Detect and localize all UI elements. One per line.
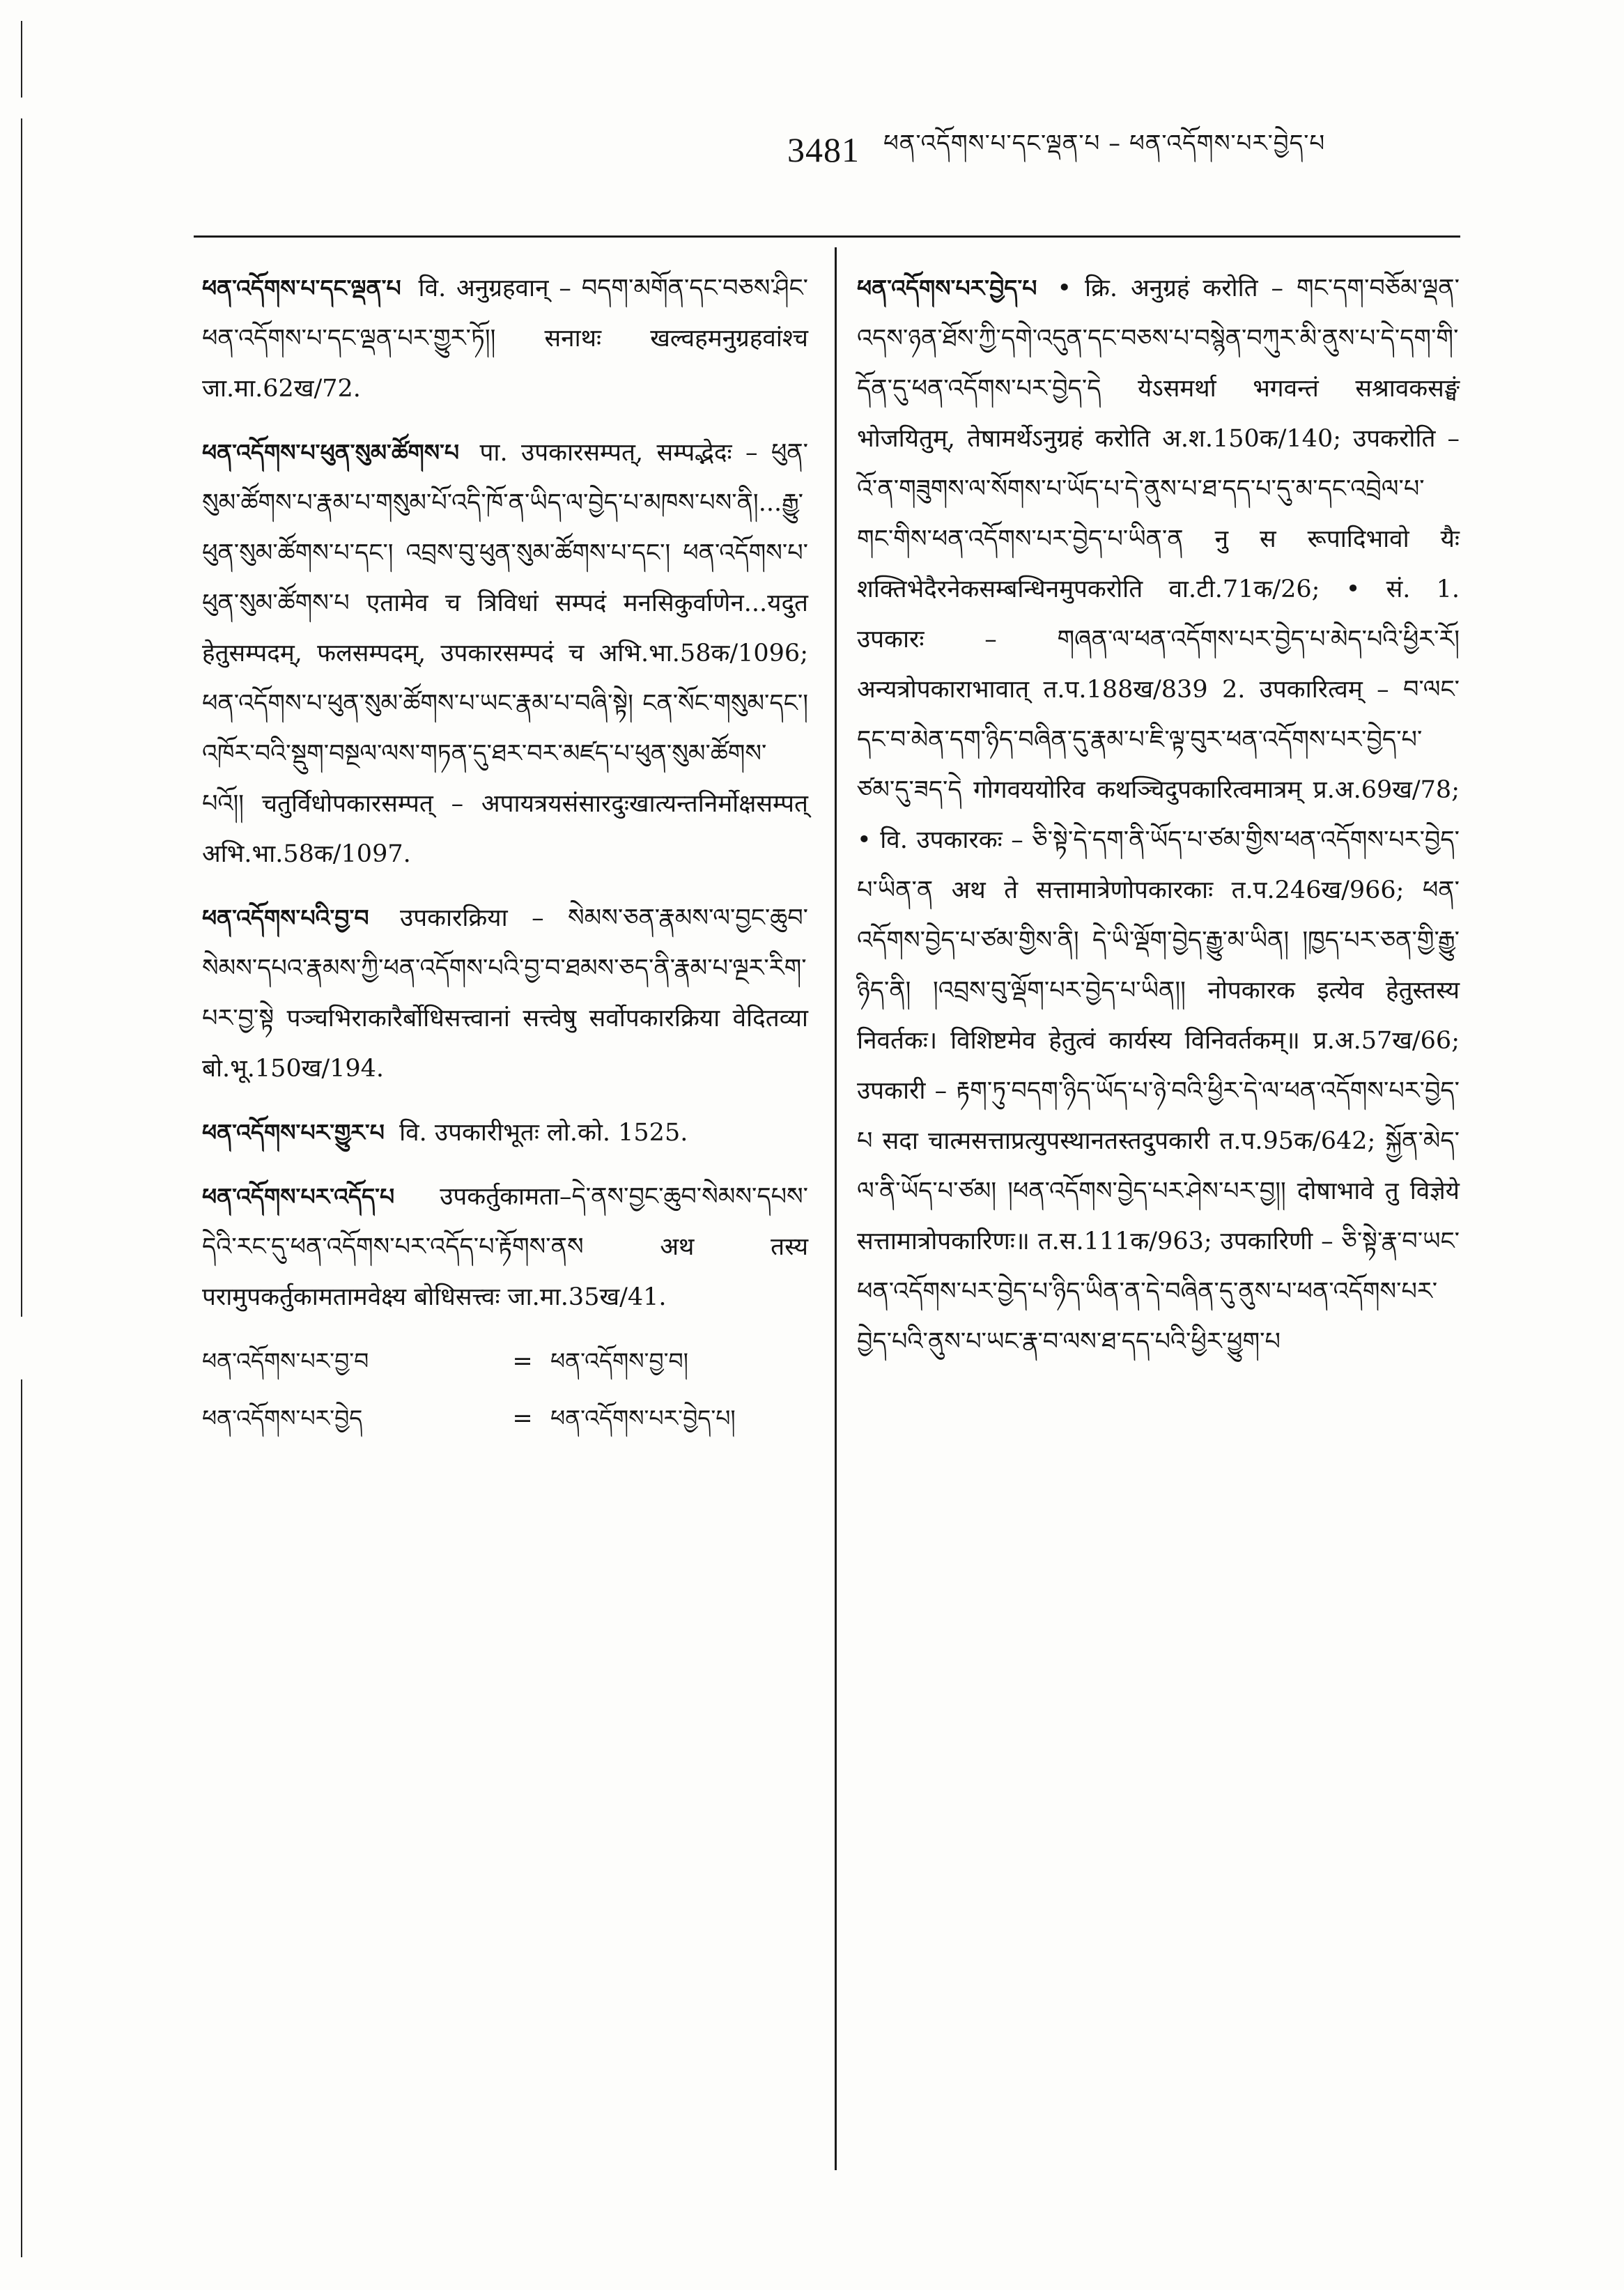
scan-edge-mark: [21, 118, 22, 1317]
page-number: 3481: [787, 130, 860, 169]
entry-body: वि. अनुग्रहवान् – བདག་མགོན་དང་བཅས་ཤིང་ཕན་འདོགས་པ་དང་ལྡན་པར་གྱུར་ཏོ།། सनाथः खल्वहमनुग्रहवांश्च जा.मा.62ख/72.: [202, 274, 808, 403]
equals-sign: =: [512, 1405, 533, 1432]
entry-body: पा. उपकारसम्पत्, सम्पद्भेदः – ཕུན་སུམ་ཚོགས་པ་རྣམ་པ་གསུམ་པོ་འདི་ཁོ་ན་ཡིད་ལ་བྱེད་པ་མཁས་པས་ནི།...རྒྱུ་ཕུན་སུམ་ཚོགས་པ་དང་། འབྲས་བུ་ཕུན་སུམ་ཚོགས་པ་དང་། ཕན་འདོགས་པ་ཕུན་སུམ་ཚོགས་པ एतामेव च त्रिविधां सम्पदं मनसिकुर्वाणेन...यदुत हेतुसम्पदम्, फलसम्पदम्, उपकारसम्पदं च अभि.भा.58क/1096; ཕན་འདོགས་པ་ཕུན་སུམ་ཚོགས་པ་ཡང་རྣམ་པ་བཞི་སྟེ། ངན་སོང་གསུམ་དང་། འཁོར་བའི་སྡུག་བསྔལ་ལས་གཏན་དུ་ཐར་བར་མཛད་པ་ཕུན་སུམ་ཚོགས་པའོ།། चतुर्विधोपकारसम्पत् – अपायत्रयसंसारदुःखात्यन्तनिर्मोक्षसम्पत् अभि.भा.58क/1097.: [202, 439, 808, 868]
entry-body: • क्रि. अनुग्रहं करोति – གང་དག་བཅོམ་ལྡན་འདས་ཉན་ཐོས་ཀྱི་དགེ་འདུན་དང་བཅས་པ་བསྙེན་བཀུར་མི་ནུས་པ་དེ་དག་གི་དོན་དུ་ཕན་འདོགས་པར་བྱེད་དེ येऽसमर्था भगवन्तं सश्रावकसङ्घं भोजयितुम्, तेषामर्थेऽनुग्रहं करोति अ.श.150क/140; उपकरोति – འོ་ན་གཟུགས་ལ་སོགས་པ་ཡོད་པ་དེ་ནུས་པ་ཐ་དད་པ་དུ་མ་དང་འབྲེལ་པ་གང་གིས་ཕན་འདོགས་པར་བྱེད་པ་ཡིན་ན नु स रूपादिभावो यैः शक्तिभेदैरनेकसम्बन्धिनमुपकरोति वा.टी.71क/26; • सं. 1. उपकारः – གཞན་ལ་ཕན་འདོགས་པར་བྱེད་པ་མེད་པའི་ཕྱིར་རོ། अन्यत्रोपकाराभावात् त.प.188ख/839 2. उपकारित्वम् – བ་ལང་དང་བ་མེན་དག་ཉིད་བཞིན་དུ་རྣམ་པ་ཇི་ལྟ་བུར་ཕན་འདོགས་པར་བྱེད་པ་ཙམ་དུ་ཟད་དེ गोगवययोरिव कथञ्चिदुपकारित्वमात्रम् प्र.अ.69ख/78; • वि. उपकारकः – ཅི་སྟེ་དེ་དག་ནི་ཡོད་པ་ཙམ་གྱིས་ཕན་འདོགས་པར་བྱེད་པ་ཡིན་ན अथ ते सत्तामात्रेणोपकारकाः त.प.246ख/966; ཕན་འདོགས་བྱེད་པ་ཙམ་གྱིས་ནི། དེ་ཡི་ལྡོག་བྱེད་རྒྱུ་མ་ཡིན། །ཁྱད་པར་ཅན་གྱི་རྒྱུ་ཉིད་ནི། །འབྲས་བུ་ལྡོག་པར་བྱེད་པ་ཡིན།། नोपकारक इत्येव हेतुस्तस्य निवर्तकः। विशिष्टमेव हेतुत्वं कार्यस्य विनिवर्तकम्॥ प्र.अ.57ख/66; उपकारी – རྟག་ཏུ་བདག་ཉིད་ཡོད་པ་ཉེ་བའི་ཕྱིར་དེ་ལ་ཕན་འདོགས་པར་བྱེད་པ सदा चात्मसत्ताप्रत्युपस्थानतस्तदुपकारी त.प.95क/642; སྐྱོན་མེད་ལ་ནི་ཡོད་པ་ཙམ། །ཕན་འདོགས་བྱེད་པར་ཤེས་པར་བྱ།། दोषाभावे तु विज्ञेये सत्तामात्रोपकारिणः॥ त.स.111क/963; उपकारिणी – ཅི་སྟེ་རྣ་བ་ཡང་ཕན་འདོགས་པར་བྱེད་པ་ཉིད་ཡིན་ན་དེ་བཞིན་དུ་ནུས་པ་ཕན་འདོགས་པར་བྱེད་པའི་ནུས་པ་ཡང་རྣ་བ་ལས་ཐ་དད་པའི་ཕྱིར་ཕྱུག་པ: [857, 274, 1460, 1356]
scan-edge-mark: [21, 21, 22, 98]
dictionary-entry: [202, 893, 808, 1094]
entry-body: उपकर्तुकामता–དེ་ནས་བྱང་ཆུབ་སེམས་དཔས་དེའི་རང་དུ་ཕན་འདོགས་པར་འདོད་པ་རྟོགས་ནས अथ तस्य परामुपकर्तुकामतामवेक्ष्य बोधिसत्त्वः जा.मा.35ख/41.: [202, 1183, 808, 1311]
cross-reference-row: [202, 1393, 808, 1444]
dictionary-entry: [202, 263, 808, 414]
entry-headword: ཕན་འདོགས་པ་དང་ལྡན་པ: [202, 274, 401, 302]
right-column: [857, 263, 1460, 1381]
left-column: [202, 263, 808, 1444]
entry-headword: ཕན་འདོགས་པར་འདོད་པ: [202, 1183, 395, 1210]
dictionary-entry: [857, 263, 1460, 1367]
scan-edge: [13, 0, 31, 2290]
entry-body: उपकारक्रिया – སེམས་ཅན་རྣམས་ལ་བྱང་ཆུབ་སེམས་དཔའ་རྣམས་ཀྱི་ཕན་འདོགས་པའི་བྱ་བ་ཐམས་ཅད་ནི་རྣམ་པ་ལྔར་རིག་པར་བྱ་སྟེ पञ्चभिराकारैर्बोधिसत्त्वानां सत्त्वेषु सर्वोपकारक्रिया वेदितव्या बो.भू.150ख/194.: [202, 904, 808, 1083]
entry-headword: ཕན་འདོགས་པའི་བྱ་བ: [202, 904, 369, 931]
column-divider: [835, 247, 837, 2170]
entry-headword: ཕན་འདོགས་པ་ཕུན་སུམ་ཚོགས་པ: [202, 439, 460, 466]
dictionary-entry: [202, 1172, 808, 1322]
cross-reference-row: [202, 1336, 808, 1386]
header-rule: [194, 235, 1460, 238]
entry-headword: ཕན་འདོགས་པར་གྱུར་པ: [202, 1119, 385, 1146]
dictionary-entry: [202, 428, 808, 879]
page-header: [787, 118, 1456, 181]
cross-reference-term: ཕན་འདོགས་པར་བྱེད: [202, 1405, 363, 1432]
cross-reference-target: ཕན་འདོགས་བྱ་བ།: [550, 1347, 688, 1375]
cross-reference-target: ཕན་འདོགས་པར་བྱེད་པ།: [550, 1405, 736, 1432]
scan-edge-mark: [21, 1379, 22, 2257]
equals-sign: =: [512, 1347, 533, 1375]
entry-body: वि. उपकारीभूतः लो.को. 1525.: [399, 1119, 688, 1147]
running-head: ཕན་འདོགས་པ་དང་ལྡན་པ – ཕན་འདོགས་པར་བྱེད་པ: [883, 130, 1326, 157]
cross-reference-term: ཕན་འདོགས་པར་བྱ་བ: [202, 1347, 369, 1375]
dictionary-entry: [202, 1108, 808, 1158]
entry-headword: ཕན་འདོགས་པར་བྱེད་པ: [857, 274, 1037, 302]
